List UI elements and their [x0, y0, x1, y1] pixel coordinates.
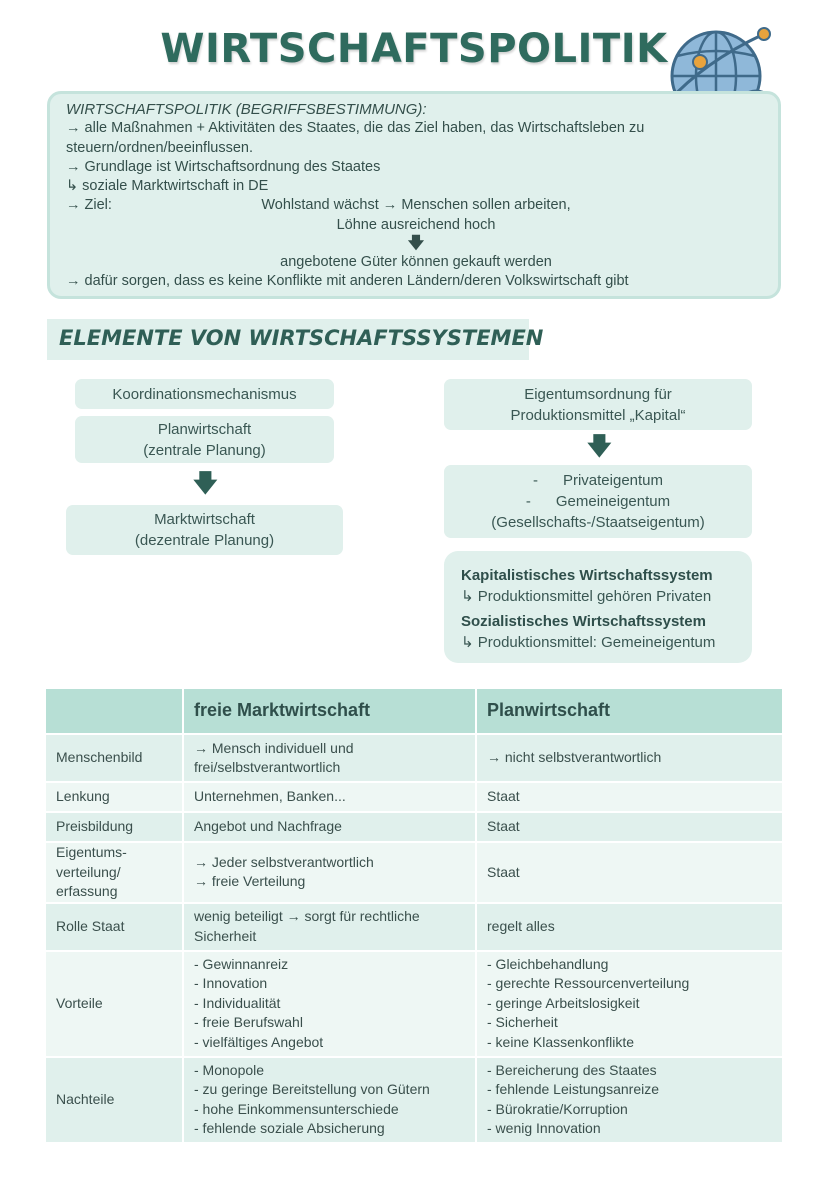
plan-cell-line: - keine Klassenkonflikte: [487, 1033, 635, 1050]
row-label: [45, 782, 183, 812]
plan-cell-line: - gerechte Ressourcenverteilung: [487, 975, 690, 992]
socialist-system-title: Sozialistisches Wirtschaftssystem: [461, 613, 706, 630]
market-cell: [183, 842, 476, 903]
plan-cell-line: - wenig Innovation: [487, 1120, 601, 1136]
market-cell-line: - Monopole: [194, 1061, 265, 1078]
market-cell-line: - freie Berufswahl: [194, 1014, 303, 1031]
plan-cell: [476, 782, 783, 812]
market-cell-line: → Jeder selbstverantwortlich: [194, 853, 374, 870]
planned-economy-box: [75, 416, 334, 463]
table-row: [45, 903, 783, 951]
comparison-table: [44, 687, 784, 1144]
goal-text-3: angebotene Güter können gekauft werden: [280, 254, 552, 271]
plan-cell-line: regelt alles: [487, 917, 555, 934]
definition-box: [47, 91, 781, 299]
planned-economy-line-2: (zentrale Planung): [143, 441, 266, 459]
plan-cell-line: Staat: [487, 788, 520, 805]
row-label: [45, 903, 183, 951]
table-row: [45, 1057, 783, 1143]
goal-text-2: Löhne ausreichend hoch: [336, 216, 496, 233]
property-order-line-1: Eigentumsordnung für: [524, 385, 672, 403]
definition-heading: WIRTSCHAFTSPOLITIK (BEGRIFFSBESTIMMUNG):: [66, 101, 427, 118]
row-label-line: Eigentums-: [56, 844, 127, 860]
planned-economy-line-1: Planwirtschaft: [157, 420, 252, 438]
row-label-line: Rolle Staat: [56, 917, 125, 934]
down-arrow-icon: 🡇: [193, 470, 218, 497]
row-label: [45, 1057, 183, 1143]
page-title: WIRTSCHAFTSPOLITIK: [160, 26, 668, 72]
market-cell-line: - Gewinnanreiz: [194, 955, 289, 972]
table-header-plan: Planwirtschaft: [476, 688, 783, 734]
market-cell-line: - zu geringe Bereitstellung von Gütern: [194, 1081, 430, 1097]
plan-cell-line: - geringe Arbeitslosigkeit: [487, 994, 640, 1011]
property-order-line-2: Produktionsmittel „Kapital“: [510, 406, 686, 424]
market-cell-line: - fehlende soziale Absicherung: [194, 1120, 385, 1136]
down-arrow-icon: 🡇: [407, 235, 425, 253]
market-cell-line: wenig beteiligt → sorgt für rechtliche: [194, 908, 420, 924]
market-cell-line: → Mensch individuell und: [194, 739, 354, 756]
section-title: ELEMENTE VON WIRTSCHAFTSSYSTEMEN: [47, 319, 529, 360]
market-cell-line: Unternehmen, Banken...: [194, 788, 346, 805]
plan-cell-line: Staat: [487, 818, 520, 835]
row-label-line: Nachteile: [56, 1090, 115, 1107]
plan-cell-line: - fehlende Leistungsanreize: [487, 1081, 660, 1097]
capitalist-system-text: ↳ Produktionsmittel gehören Privaten: [461, 588, 712, 605]
market-cell-line: Sicherheit: [194, 927, 257, 944]
row-label-line: Menschenbild: [56, 749, 143, 766]
table-row: [45, 734, 783, 782]
table-row: [45, 842, 783, 903]
market-cell-line: → freie Verteilung: [194, 873, 306, 890]
market-cell-line: - Innovation: [194, 975, 268, 992]
plan-cell-line: - Bereicherung des Staates: [487, 1061, 657, 1078]
row-label: [45, 812, 183, 842]
goal-label: → Ziel:: [66, 197, 112, 214]
row-label-line: Preisbildung: [56, 818, 134, 835]
market-cell-line: - Individualität: [194, 994, 281, 1011]
mechanism-box: [75, 379, 334, 409]
market-cell-line: - vielfältiges Angebot: [194, 1033, 324, 1050]
plan-cell-line: - Bürokratie/Korruption: [487, 1100, 628, 1117]
down-arrow-icon: 🡇: [587, 433, 612, 460]
plan-cell: [476, 951, 783, 1057]
market-cell: [183, 782, 476, 812]
definition-line-2: → Grundlage ist Wirtschaftsordnung des Staates: [66, 158, 381, 175]
market-cell: [183, 951, 476, 1057]
market-cell-line: - hohe Einkommensunterschiede: [194, 1100, 399, 1117]
plan-cell: [476, 734, 783, 782]
market-cell: [183, 734, 476, 782]
property-type-common: - Gemeineigentum: [525, 493, 671, 510]
plan-cell-line: Staat: [487, 863, 520, 880]
socialist-system-text: ↳ Produktionsmittel: Gemeineigentum: [461, 634, 716, 651]
row-label: [45, 842, 183, 903]
plan-cell: [476, 903, 783, 951]
mechanism-label: Koordinationsmechanismus: [112, 385, 297, 403]
row-label-line: verteilung/: [56, 863, 121, 880]
row-label-line: Vorteile: [56, 994, 103, 1011]
market-cell: [183, 812, 476, 842]
market-cell-line: Angebot und Nachfrage: [194, 818, 342, 835]
row-label-line: erfassung: [56, 883, 118, 899]
property-type-private: - Privateigentum: [532, 472, 664, 489]
property-types-box: [444, 465, 752, 538]
plan-cell-line: - Sicherheit: [487, 1014, 558, 1031]
property-type-note: (Gesellschafts-/Staatseigentum): [491, 514, 705, 531]
property-order-box: [444, 379, 752, 430]
table-row: [45, 782, 783, 812]
goal-row: [66, 196, 778, 215]
market-cell: [183, 1057, 476, 1143]
plan-cell-line: → nicht selbstverantwortlich: [487, 749, 662, 766]
market-economy-line-1: Marktwirtschaft: [154, 511, 255, 528]
table-header-row: [45, 688, 783, 734]
row-label-line: Lenkung: [56, 788, 110, 805]
plan-cell: [476, 1057, 783, 1143]
market-economy-line-2: (dezentrale Planung): [134, 532, 275, 549]
table-header-empty: [45, 688, 183, 734]
row-label: [45, 951, 183, 1057]
table-header-market: freie Marktwirtschaft: [183, 688, 476, 734]
table-row: [45, 951, 783, 1057]
definition-line-3: ↳ soziale Marktwirtschaft in DE: [66, 178, 269, 195]
goal-text-1: Wohlstand wächst → Menschen sollen arbeiten,: [261, 197, 571, 214]
table-row: [45, 812, 783, 842]
definition-line-4: → dafür sorgen, dass es keine Konflikte mit anderen Ländern/deren Volkswirtschaft gibt: [66, 273, 629, 290]
plan-cell-line: - Gleichbehandlung: [487, 955, 609, 972]
market-cell: [183, 903, 476, 951]
plan-cell: [476, 812, 783, 842]
economic-systems-box: [444, 551, 752, 663]
row-label: [45, 734, 183, 782]
definition-line-1: → alle Maßnahmen + Aktivitäten des Staates, die das Ziel haben, das Wirtschaftsleben zu steuern/ordnen/beeinflussen.: [66, 120, 645, 156]
market-cell-line: frei/selbstverantwortlich: [194, 759, 341, 775]
capitalist-system-title: Kapitalistisches Wirtschaftssystem: [461, 567, 713, 584]
market-economy-box: [66, 505, 343, 555]
plan-cell: [476, 842, 783, 903]
